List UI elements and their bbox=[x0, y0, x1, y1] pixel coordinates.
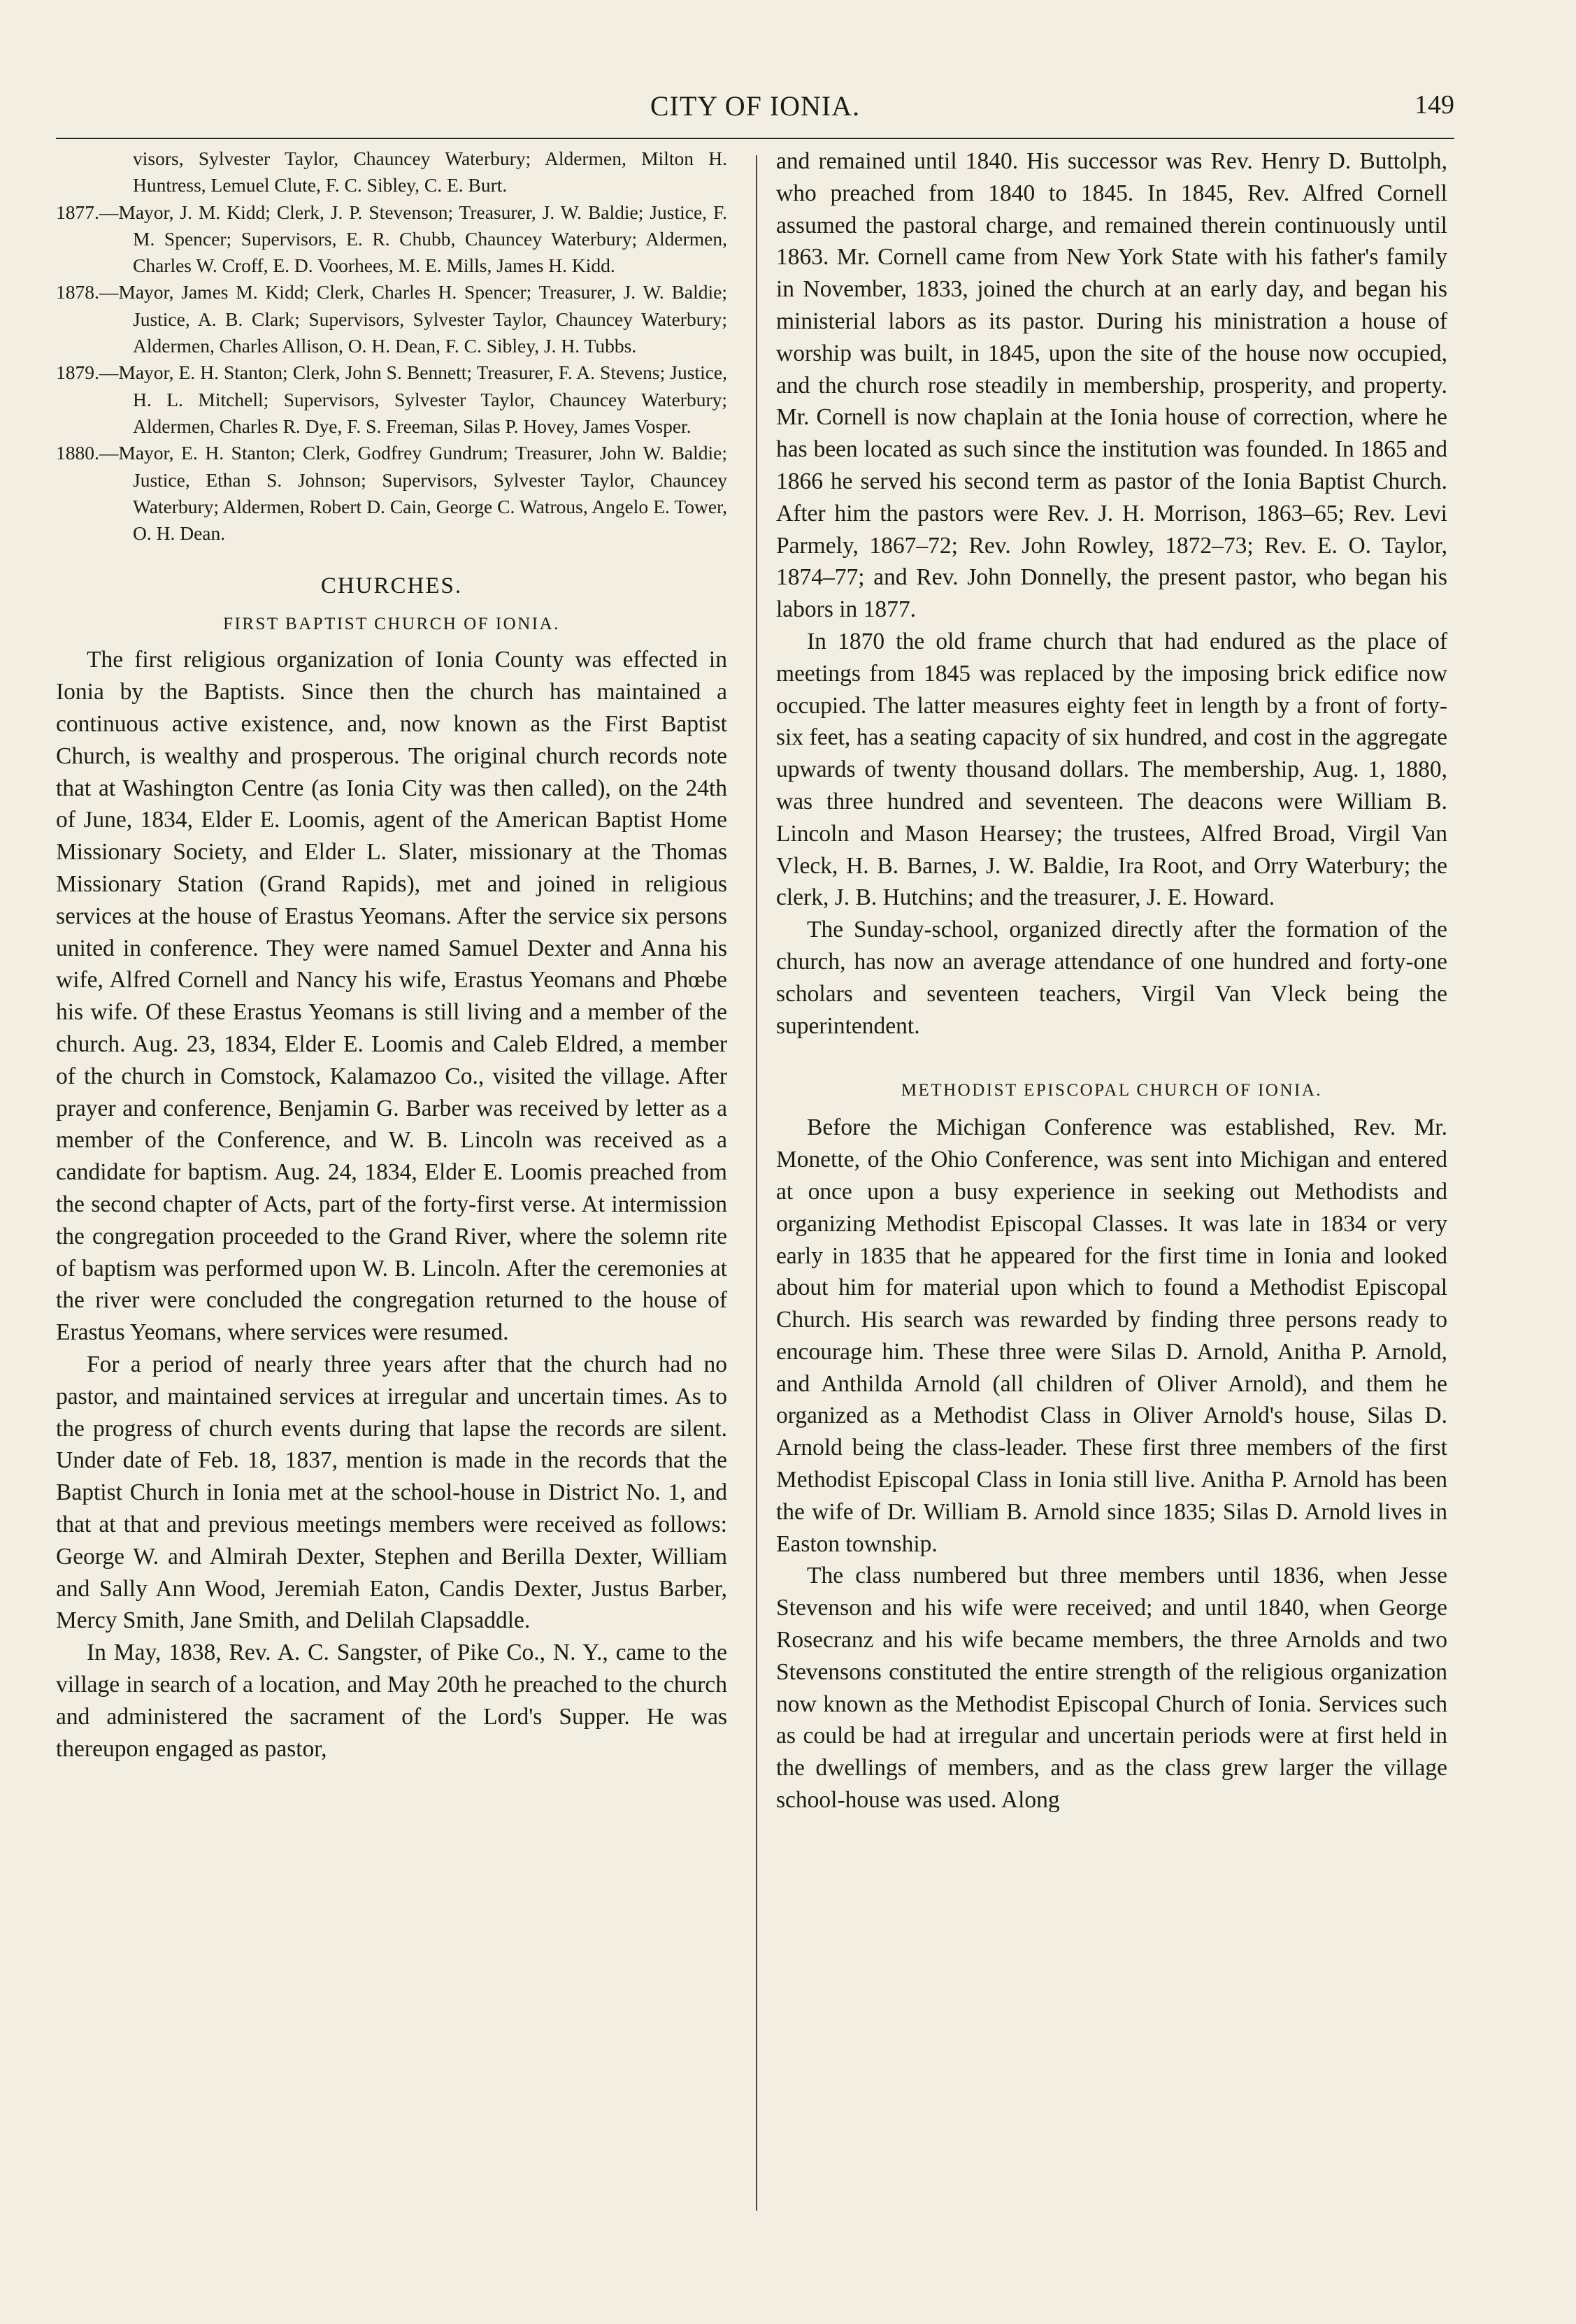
methodist-text bbox=[776, 1112, 1447, 1816]
council-entry-1877: 1877.—Mayor, J. M. Kidd; Clerk, J. P. Stevenson; Treasurer, J. W. Baldie; Justice, F. M. Spencer; Supervisors, E. R. Chubb, Chauncey Waterbury; Aldermen, Charles W. Croff, E. D. Voorhees, M. E. Mills, James H. Kidd. bbox=[56, 201, 727, 277]
subheading-first-baptist: FIRST BAPTIST CHURCH OF IONIA. bbox=[223, 615, 560, 634]
council-entry-1880: 1880.—Mayor, E. H. Stanton; Clerk, Godfrey Gundrum; Treasurer, John W. Baldie; Justice, Ethan S. Johnson; Supervisors, Sylvester Taylor, Chauncey Waterbury; Aldermen, Robert D. Cain, George C. Watrous, Angelo E. Tower, O. H. Dean. bbox=[56, 442, 727, 545]
page-number: 149 bbox=[1414, 90, 1454, 120]
column-divider bbox=[756, 155, 757, 2211]
paragraph: The Sunday-school, organized directly after the formation of the church, has now an average attendance of one hundred and forty-one scholars and seventeen teachers, Virgil Van Vleck being the superintendent. bbox=[776, 917, 1447, 1039]
paragraph: The class numbered but three members until 1836, when Jesse Stevenson and his wife were received; and until 1840, when George Rosecranz and his wife became members, the three Arnolds and two Stevensons constituted the entire strength of the religious organization now known as the Methodist Episcopal Church of Ionia. Services such as could be had at irregular and uncertain periods were at first held in the dwellings of members, and as the class grew larger the village school-house was used. Along bbox=[776, 1563, 1447, 1814]
council-entry-1879: 1879.—Mayor, E. H. Stanton; Clerk, John S. Bennett; Treasurer, F. A. Stevens; Justice, H. L. Mitchell; Supervisors, Sylvester Taylor, Chauncey Waterbury; Aldermen, Charles R. Dye, F. S. Freeman, Silas P. Hovey, James Vosper. bbox=[56, 361, 727, 437]
baptist-text-right bbox=[776, 145, 1447, 1042]
paragraph: In 1870 the old frame church that had endured as the place of meetings from 1845 was replaced by the imposing brick edifice now occupied. The latter measures eighty feet in length by a front of forty-six feet, has a seating capacity of six hundred, and cost in the aggregate upwards of twenty thousand dollars. The membership, Aug. 1, 1880, was three hundred and seventeen. The deacons were William B. Lincoln and Mason Hearsey; the trustees, Alfred Broad, Virgil Van Vleck, H. B. Barnes, J. W. Baldie, Ira Root, and Orry Waterbury; the clerk, J. B. Hutchins; and the treasurer, J. E. Howard. bbox=[776, 628, 1447, 911]
running-head: CITY OF IONIA. bbox=[650, 90, 861, 122]
paragraph: The first religious organization of Ionia County was effected in Ionia by the Baptists. Since then the church has maintained a continuous active existence, and, now known as the First Baptist Church, is wealthy and prosperous. The original church records note that at Washington Centre (as Ionia City was then called), on the 24th of June, 1834, Elder E. Loomis, agent of the American Baptist Home Missionary Society, and Elder L. Slater, missionary at the Thomas Missionary Station (Grand Rapids), met and joined in religious services at the house of Erastus Yeomans. After the service six persons united in conference. They were named Samuel Dexter and Anna his wife, Alfred Cornell and Nancy his wife, Erastus Yeomans and Phœbe his wife. Of these Erastus Yeomans is still living and a member of the church. Aug. 23, 1834, Elder E. Loomis and Caleb Eldred, a member of the church in Comstock, Kalamazoo Co., visited the village. After prayer and conference, Benjamin G. Barber was received by letter as a member of the Conference, and W. B. Lincoln was received as a candidate for baptism. Aug. 24, 1834, Elder E. Loomis preached from the second chapter of Acts, part of the forty-first verse. At intermission the congregation proceeded to the Grand River, where the solemn rite of baptism was performed upon W. B. Lincoln. After the ceremonies at the river were concluded the congregation returned to the house of Erastus Yeomans, where services were resumed. bbox=[56, 647, 727, 1346]
council-records bbox=[56, 145, 727, 547]
paragraph: In May, 1838, Rev. A. C. Sangster, of Pike Co., N. Y., came to the village in search of a location, and May 20th he preached to the church and administered the sacrament of the Lord's Supper. He was thereupon engaged as pastor, bbox=[56, 1640, 727, 1762]
page-header bbox=[56, 89, 1454, 131]
section-heading-churches: CHURCHES. bbox=[320, 573, 463, 599]
left-column bbox=[56, 145, 727, 1765]
council-entry-1878: 1878.—Mayor, James M. Kidd; Clerk, Charles H. Spencer; Treasurer, J. W. Baldie; Justice, A. B. Clark; Supervisors, Sylvester Taylor, Chauncey Waterbury; Aldermen, Charles Allison, O. H. Dean, F. C. Sibley, J. H. Tubbs. bbox=[56, 281, 727, 357]
right-column bbox=[776, 145, 1447, 1816]
subheading-methodist-episcopal: METHODIST EPISCOPAL CHURCH OF IONIA. bbox=[901, 1081, 1323, 1100]
council-entry: visors, Sylvester Taylor, Chauncey Waterbury; Aldermen, Milton H. Huntress, Lemuel Clute, F. C. Sibley, C. E. Burt. bbox=[133, 148, 727, 196]
header-rule bbox=[56, 138, 1454, 139]
paragraph: For a period of nearly three years after that the church had no pastor, and maintained services at irregular and uncertain times. As to the progress of church events during that lapse the records are silent. Under date of Feb. 18, 1837, mention is made in the records that the Baptist Church in Ionia met at the school-house in District No. 1, and that at that and previous meetings members were received as follows: George W. and Almirah Dexter, Stephen and Berilla Dexter, William and Sally Ann Wood, Jeremiah Eaton, Candis Dexter, Justus Barber, Mercy Smith, Jane Smith, and Delilah Clapsaddle. bbox=[56, 1351, 727, 1634]
paragraph: and remained until 1840. His successor was Rev. Henry D. Buttolph, who preached from 1840 to 1845. In 1845, Rev. Alfred Cornell assumed the pastoral charge, and remained therein continuously until 1863. Mr. Cornell came from New York State with his father's family in November, 1833, joined the church at an early day, and began his ministerial labors as its pastor. During his ministration a house of worship was built, in 1845, upon the site of the house now occupied, and the church rose steadily in membership, prosperity, and property. Mr. Cornell is now chaplain at the Ionia house of correction, where he has been located as such since the institution was founded. In 1865 and 1866 he served his second term as pastor of the Ionia Baptist Church. After him the pastors were Rev. J. H. Morrison, 1863–65; Rev. Levi Parmely, 1867–72; Rev. John Rowley, 1872–73; Rev. E. O. Taylor, 1874–77; and Rev. John Donnelly, the present pastor, who began his labors in 1877. bbox=[776, 148, 1447, 623]
paragraph: Before the Michigan Conference was established, Rev. Mr. Monette, of the Ohio Conference, was sent into Michigan and entered at once upon a busy experience in seeking out Methodists and organizing Methodist Episcopal Classes. It was late in 1834 or very early in 1835 that he appeared for the first time in Ionia and looked about him for material upon which to found a Methodist Episcopal Church. His search was rewarded by finding three persons ready to encourage him. These three were Silas D. Arnold, Anitha P. Arnold, and Anthilda Arnold (all children of Oliver Arnold), and them he organized as a Methodist Class in Oliver Arnold's house, Silas D. Arnold being the class-leader. These first three members of the first Methodist Episcopal Class in Ionia still live. Anitha P. Arnold has been the wife of Dr. William B. Arnold since 1835; Silas D. Arnold lives in Easton township. bbox=[776, 1114, 1447, 1557]
baptist-text-left bbox=[56, 644, 727, 1765]
